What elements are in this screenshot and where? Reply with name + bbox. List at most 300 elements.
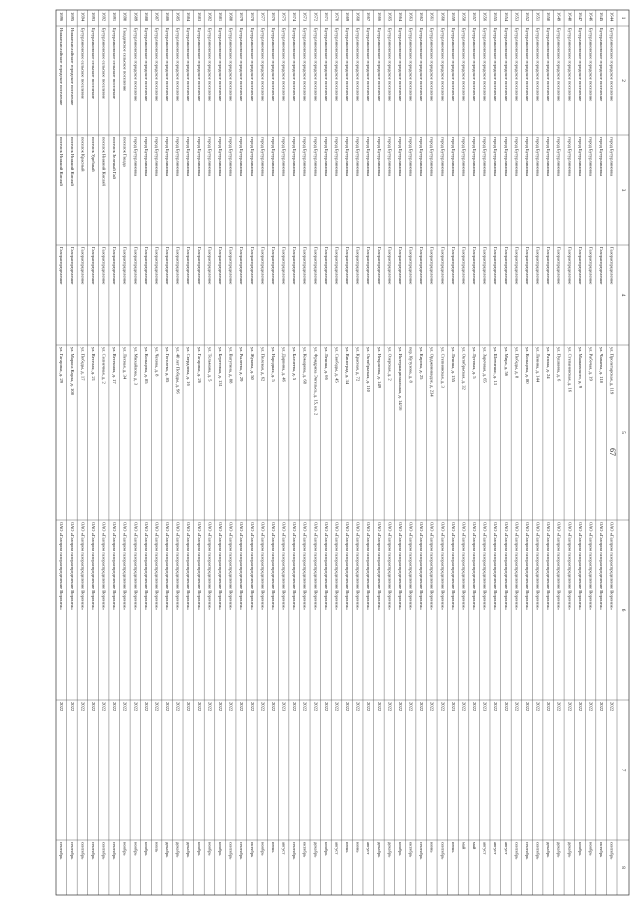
table-cell: Бутурлиновское городское поселение (387, 28, 393, 102)
table-cell: город Бутурлиновка (260, 137, 266, 177)
table-cell: ОАО «Газпром газораспределение Воронеж» (249, 522, 255, 611)
table-cell: Газораспределение (376, 247, 382, 285)
table-cell: город Бутурлиновка (429, 137, 435, 177)
table-cell: город Бутурлиновка (419, 137, 425, 177)
table-cell: сентябрь (112, 842, 118, 860)
table-cell: ОАО «Газпром газораспределение Воронеж» (524, 522, 530, 611)
table-cell: 1684 (186, 12, 192, 22)
table-cell: город Бутурлиновка (228, 137, 234, 177)
table-cell: 2022 (133, 702, 139, 712)
table-cell: 2022 (609, 702, 615, 712)
table-cell: Бутурлиновское городское поселение (567, 28, 573, 102)
table-cell: город Бутурлиновка (292, 137, 298, 177)
table-cell: Газораспределение (186, 247, 192, 285)
table-cell: ул. Красная, д. 72 (355, 347, 361, 382)
table-cell: ул. Свободы, д. 45 (334, 347, 340, 383)
table-cell: ОАО «Газпром газораспределение Воронеж» (154, 522, 160, 611)
table-cell: 1673 (302, 12, 308, 22)
table-cell: 1657 (472, 12, 478, 22)
table-cell: 2022 (535, 702, 541, 712)
table-cell: август (334, 842, 340, 855)
table-cell: ОАО «Газпром газораспределение Воронеж» (302, 522, 308, 611)
table-cell: 1689 (133, 12, 139, 22)
table-cell: 2022 (429, 702, 435, 712)
table-cell: Бутурлиновское городское поселение (218, 28, 224, 102)
table-cell: ОАО «Газпром газораспределение Воронеж» (461, 522, 467, 611)
table-cell: ноябрь (122, 842, 128, 856)
table-cell: ОАО «Газпром газораспределение Воронеж» (387, 522, 393, 611)
table-cell: город Бутурлиновка (366, 137, 372, 177)
table-cell: июль (154, 842, 160, 853)
table-cell: Газораспределение (503, 247, 509, 285)
table-cell: ул. Октябрьская, д. 32 (461, 347, 467, 390)
table-cell: 1665 (387, 12, 393, 22)
table-cell: Газораспределение (69, 247, 75, 285)
page-number: 67 (608, 448, 617, 456)
table-cell: ОАО «Газпром газораспределение Воронеж» (556, 522, 562, 611)
table-cell: 2022 (239, 702, 245, 712)
table-cell: Бутурлиновское городское поселение (260, 28, 266, 102)
table-cell: ул. Гагарина, д. 26 (196, 347, 202, 383)
table-cell: ул. Гоголева, д. 85 (165, 347, 171, 383)
table-cell: Бутурлиновское городское поселение (366, 28, 372, 102)
table-cell: ОАО «Газпром газораспределение Воронеж» (270, 522, 276, 611)
table-cell: 2022 (461, 702, 467, 712)
table-cell: ул. Кольцова, д. 80 (524, 347, 530, 384)
table-cell: ноябрь (133, 842, 139, 856)
table-cell: город Бутурлиновка (546, 137, 552, 177)
table-cell: город Бутурлиновка (493, 137, 499, 177)
table-cell: ОАО «Газпром газораспределение Воронеж» (493, 522, 499, 611)
table-cell: город Бутурлиновка (599, 137, 605, 177)
table-cell: 2022 (270, 702, 276, 712)
table-cell: 2022 (122, 702, 128, 712)
table-cell: 1645 (599, 12, 605, 22)
table-cell: 1655 (493, 12, 499, 22)
table-cell: ОАО «Газпром газораспределение Воронеж» (599, 522, 605, 611)
table-cell: Газораспределение (599, 247, 605, 285)
table-cell: 2022 (408, 702, 414, 712)
table-cell: город Бутурлиновка (270, 137, 276, 177)
table-cell: декабрь (186, 842, 192, 858)
table-cell: город Бутурлиновка (133, 137, 139, 177)
table-cell: ОАО «Газпром газораспределение Воронеж» (165, 522, 171, 611)
table-cell: Бутурлиновское городское поселение (292, 28, 298, 102)
table-cell: Газораспределение (345, 247, 351, 285)
table-cell: Газораспределение (218, 247, 224, 285)
table-cell: сентябрь (228, 842, 234, 860)
table-cell: 2022 (599, 702, 605, 712)
table-cell: октябрь (599, 842, 605, 858)
table-cell: август (482, 842, 488, 855)
table-cell: ОАО «Газпром газораспределение Воронеж» (69, 522, 75, 611)
table-cell: декабрь (387, 842, 393, 858)
table-cell: ул. Фридриха Энгельса, д. 15, кв. 2 (313, 347, 319, 416)
table-cell: город Бутурлиновка (535, 137, 541, 177)
table-cell: ул. Маркса Карла, д. 108 (69, 347, 75, 395)
table-cell: Бутурлиновское городское поселение (450, 28, 456, 102)
table-cell: 2022 (376, 702, 382, 712)
table-cell: 2022 (472, 702, 478, 712)
table-cell: Бутурлиновское городское поселение (313, 28, 319, 102)
table-cell: октябрь (302, 842, 308, 858)
table-cell: 1669 (345, 12, 351, 22)
table-cell: 2023 (281, 702, 287, 712)
table-cell: Бутурлиновское городское поселение (493, 28, 499, 102)
table-cell: ул. Ватутина, д. 88 (228, 347, 234, 384)
table-cell: город Бутурлиновка (186, 137, 192, 177)
table-cell: 2022 (292, 702, 298, 712)
table-cell: Газораспределение (387, 247, 393, 285)
table-cell: Газораспределение (514, 247, 520, 285)
table-cell: ул. Жукова, д. 50 (249, 347, 255, 380)
table-cell: город Бутурлиновка (345, 137, 351, 177)
table-cell: Бутурлиновское городское поселение (429, 28, 435, 102)
table-cell: декабрь (546, 842, 552, 858)
table-cell: поселок Нижний Кисляй (101, 137, 107, 186)
table-cell: Газораспределение (567, 247, 573, 285)
table-cell: город Бутурлиновка (503, 137, 509, 177)
table-cell: 1654 (503, 12, 509, 22)
table-cell: июнь (429, 842, 435, 853)
table-cell: октябрь (249, 842, 255, 858)
table-cell: ул. Свердлова, д. 16 (186, 347, 192, 386)
table-cell: ОАО «Газпром газораспределение Воронеж» (101, 522, 107, 611)
table-cell: город Бутурлиновка (355, 137, 361, 177)
table-cell: июнь (345, 842, 351, 853)
table-cell: город Бутурлиновка (472, 137, 478, 177)
table-cell: 2022 (577, 702, 583, 712)
table-cell: ул. Победы, д. 17 (80, 347, 86, 381)
table-cell: ул. Кольцова, д. 85 (143, 347, 149, 384)
table-cell: ОАО «Газпром газораспределение Воронеж» (313, 522, 319, 611)
table-cell: 1660 (440, 12, 446, 22)
table-cell: 2022 (493, 702, 499, 712)
table-cell: 1658 (461, 12, 467, 22)
table-cell: Газораспределение (292, 247, 298, 285)
table-cell: город Бутурлиновка (609, 137, 615, 177)
table-cell: Бутурлиновское городское поселение (302, 28, 308, 102)
table-cell: ОАО «Газпром газораспределение Воронеж» (567, 522, 573, 611)
column-header: 4 (619, 293, 626, 297)
table-cell: Газораспределение (90, 247, 96, 285)
table-cell: 2022 (302, 702, 308, 712)
table-cell: ОАО «Газпром газораспределение Воронеж» (260, 522, 266, 611)
table-cell: 1683 (196, 12, 202, 22)
table-cell: Бутурлиновское городское поселение (577, 28, 583, 102)
table-cell: ОАО «Газпром газораспределение Воронеж» (588, 522, 594, 611)
table-cell: Бутурлиновское сельское поселение (80, 28, 86, 99)
table-cell: 2022 (207, 702, 213, 712)
table-cell: сентябрь (292, 842, 298, 860)
table-cell: Нижнекисляйское городское поселение (59, 28, 65, 106)
table-cell: ул. Степнянская, д. 3 (440, 347, 446, 388)
table-cell: 1695 (69, 12, 75, 22)
table-cell: август (493, 842, 499, 855)
table-cell: Бутурлиновское городское поселение (270, 28, 276, 102)
table-cell: 2022 (397, 702, 403, 712)
table-cell: Газораспределение (408, 247, 414, 285)
table-cell: ул. Интернациональная, д. 14/16 (397, 347, 403, 411)
table-cell: пер. Кутузова, д. 8 (408, 347, 414, 383)
table-cell: 2022 (228, 702, 234, 712)
table-cell: ОАО «Газпром газораспределение Воронеж» (577, 522, 583, 611)
table-cell: город Бутурлиновка (387, 137, 393, 177)
table-cell: Бутурлиновское городское поселение (196, 28, 202, 102)
table-cell: Газораспределение (461, 247, 467, 285)
table-cell: Бутурлиновское сельское поселение (90, 28, 96, 99)
table-cell: город Бутурлиновка (397, 137, 403, 177)
table-cell: Газораспределение (165, 247, 171, 285)
table-cell: ноябрь (323, 842, 329, 856)
table-cell: декабрь (165, 842, 171, 858)
table-cell: 2022 (440, 702, 446, 712)
table-cell: город Бутурлиновка (218, 137, 224, 177)
table-cell: сентябрь (59, 842, 65, 860)
table-cell: 2022 (90, 702, 96, 712)
table-cell: Газораспределение (196, 247, 202, 285)
table-cell: Газораспределение (450, 247, 456, 285)
table-cell: город Бутурлиновка (143, 137, 149, 177)
table-cell: поселок Гвазда (122, 137, 128, 167)
table-cell: 1676 (270, 12, 276, 22)
table-cell: ОАО «Газпром газораспределение Воронеж» (143, 522, 149, 611)
table-cell: август (281, 842, 287, 855)
table-cell: 1666 (376, 12, 382, 22)
table-cell: 2022 (196, 702, 202, 712)
table-cell: 1688 (143, 12, 149, 22)
table-cell: 2022 (366, 702, 372, 712)
table-cell: Газораспределение (556, 247, 562, 285)
table-cell: ул. Луговая, д. 5 (472, 347, 478, 379)
table-cell: Бутурлиновское городское поселение (599, 28, 605, 102)
table-cell: ОАО «Газпром газораспределение Воронеж» (366, 522, 372, 611)
table-cell: ноябрь (143, 842, 149, 856)
table-cell: ноябрь (397, 842, 403, 856)
table-cell: ОАО «Газпром газораспределение Воронеж» (323, 522, 329, 611)
table-cell: сентябрь (90, 842, 96, 860)
table-cell: 2022 (143, 702, 149, 712)
table-cell: 1650 (546, 12, 552, 22)
table-cell: Газораспределение (588, 247, 594, 285)
table-cell: 2022 (419, 702, 425, 712)
table-cell: Бутурлиновское городское поселение (514, 28, 520, 102)
table-cell: ул. Рылеева, д. 29 (239, 347, 245, 382)
table-cell: 2022 (503, 702, 509, 712)
table-cell: Газораспределение (101, 247, 107, 285)
table-cell: Бутурлиновское городское поселение (186, 28, 192, 102)
table-cell: Газораспределение (302, 247, 308, 285)
table-cell: 1664 (397, 12, 403, 22)
table-cell: сентябрь (524, 842, 530, 860)
table-cell: поселок Нижний Кисляй (59, 137, 65, 186)
table-cell: Бутурлиновское сельское поселение (112, 28, 118, 99)
table-cell: поселок Красный (80, 137, 86, 172)
table-cell: 2022 (154, 702, 160, 712)
table-cell: ул. Чапаева, д. 118 (599, 347, 605, 383)
table-cell: Бутурлиновское городское поселение (334, 28, 340, 102)
table-cell: ноябрь (218, 842, 224, 856)
table-cell: город Бутурлиновка (524, 137, 530, 177)
table-cell: поселок Удобный (90, 137, 96, 172)
column-header: 3 (619, 188, 626, 192)
table-cell: 2022 (69, 702, 75, 712)
table-cell: 1679 (239, 12, 245, 22)
table-cell: 1648 (567, 12, 573, 22)
table-cell: ОАО «Газпром газораспределение Воронеж» (419, 522, 425, 611)
table-cell: Газораспределение (133, 247, 139, 285)
table-cell: Бутурлиновское городское поселение (345, 28, 351, 102)
table-cell: Газораспределение (366, 247, 372, 285)
table-cell: Гвазденское сельское поселение (122, 28, 128, 92)
table-cell: город Бутурлиновка (334, 137, 340, 177)
table-cell: 1675 (281, 12, 287, 22)
table-cell: ОАО «Газпром газораспределение Воронеж» (482, 522, 488, 611)
table-cell: Бутурлиновское городское поселение (440, 28, 446, 102)
table-cell: ноябрь (577, 842, 583, 856)
table-cell: сентябрь (440, 842, 446, 860)
table-cell: ул. 40 лет Победы, д. 96 (175, 347, 181, 394)
table-cell: 1670 (334, 12, 340, 22)
table-cell: декабрь (313, 842, 319, 858)
table-cell: Газораспределение (323, 247, 329, 285)
table-cell: Бутурлиновское городское поселение (482, 28, 488, 102)
table-cell: ул. Орджоникидзе, д. 234 (429, 347, 435, 397)
table-cell: ул. Мира, д. 56 (503, 347, 509, 377)
table-cell: ноябрь (588, 842, 594, 856)
table-cell: город Бутурлиновка (514, 137, 520, 177)
table-cell: Газораспределение (112, 247, 118, 285)
table-cell: Бутурлиновское городское поселение (355, 28, 361, 102)
table-cell: ноябрь (196, 842, 202, 856)
table-cell: 1681 (218, 12, 224, 22)
table-cell: 1663 (408, 12, 414, 22)
table-cell: 1678 (249, 12, 255, 22)
table-cell: ул. Рабочая, д. 19 (588, 347, 594, 381)
table-cell: 1677 (260, 12, 266, 22)
table-cell: Газораспределение (249, 247, 255, 285)
table-cell: ул. Бахчеева, д. 5 (292, 347, 298, 381)
table-cell: Газораспределение (355, 247, 361, 285)
table-cell: ОАО «Газпром газораспределение Воронеж» (59, 522, 65, 611)
table-cell: сентябрь (69, 842, 75, 860)
table-cell: город Бутурлиновка (440, 137, 446, 177)
column-header: 5 (619, 431, 626, 434)
table-cell: 1656 (482, 12, 488, 22)
table-cell: 1691 (112, 12, 118, 22)
table-cell: 1667 (366, 12, 372, 22)
table-cell: 1651 (535, 12, 541, 22)
table-cell: ул. Степановская, д. 16 (567, 347, 573, 393)
table-cell: Бутурлиновское городское поселение (609, 28, 615, 102)
table-cell: 1647 (577, 12, 583, 22)
table-cell: Газораспределение (207, 247, 213, 285)
table-cell: город Бутурлиновка (175, 137, 181, 177)
table-cell: 1652 (524, 12, 530, 22)
table-cell: 2022 (249, 702, 255, 712)
table-cell: город Бутурлиновка (165, 137, 171, 177)
table-cell: май (461, 842, 467, 850)
table-cell: 2022 (524, 702, 530, 712)
table-cell: ул. Весенняя, д. 17 (112, 347, 118, 384)
table-cell: город Бутурлиновка (313, 137, 319, 177)
table-cell: ул. Ленина, д. 66 (323, 347, 329, 380)
table-cell: 2022 (345, 702, 351, 712)
table-cell: ул. Ленина, д. 155 (450, 347, 456, 383)
table-cell: Бутурлиновское сельское поселение (101, 28, 107, 99)
table-cell: ул. Полевая, д. 62 (260, 347, 266, 382)
table-cell: ОАО «Газпром газораспределение Воронеж» (112, 522, 118, 611)
table-cell: Газораспределение (577, 247, 583, 285)
table-cell: ОАО «Газпром газораспределение Воронеж» (408, 522, 414, 611)
table-cell: 2022 (101, 702, 107, 712)
column-header: 8 (619, 866, 626, 869)
table-cell: Газораспределение (313, 247, 319, 285)
table-cell: 2022 (546, 702, 552, 712)
table-cell: Газораспределение (281, 247, 287, 285)
table-cell: 1649 (556, 12, 562, 22)
table-cell: 1692 (101, 12, 107, 22)
table-cell: ОАО «Газпром газораспределение Воронеж» (503, 522, 509, 611)
table-cell: Бутурлиновское городское поселение (175, 28, 181, 102)
table-cell: ул. Некрасова, д. 149 (376, 347, 382, 388)
table-cell: город Бутурлиновка (376, 137, 382, 177)
table-cell: ул. Шевченко, д. 13 (493, 347, 499, 385)
table-cell: Газораспределение (260, 247, 266, 285)
table-cell: 1696 (59, 12, 65, 22)
table-cell: Бутурлиновское городское поселение (556, 28, 562, 102)
table-cell: ул. Пушкина, д. 6 (556, 347, 562, 382)
table-cell: ул. Маяковского, д. 9 (577, 347, 583, 388)
table-cell: ул. Гагарина, д. 29 (59, 347, 65, 383)
table-cell: 1686 (165, 12, 171, 22)
table-cell: ОАО «Газпром газораспределение Воронеж» (345, 522, 351, 611)
table-cell: ОАО «Газпром газораспределение Воронеж» (440, 522, 446, 611)
table-cell: ОАО «Газпром газораспределение Воронеж» (122, 522, 128, 611)
table-cell: ул. Дарвина, д. 46 (281, 347, 287, 382)
table-cell: город Бутурлиновка (281, 137, 287, 177)
table-cell: ОАО «Газпром газораспределение Воронеж» (292, 522, 298, 611)
table-cell: Газораспределение (419, 247, 425, 285)
table-cell: ОАО «Газпром газораспределение Воронеж» (535, 522, 541, 611)
table-cell: 1661 (429, 12, 435, 22)
table-cell: 1644 (609, 12, 615, 22)
table-cell: ул. Октябрьская, д. 110 (366, 347, 372, 392)
table-cell: город Бутурлиновка (196, 137, 202, 177)
table-cell: ОАО «Газпром газораспределение Воронеж» (281, 522, 287, 611)
table-cell: Бутурлиновское городское поселение (228, 28, 234, 102)
table-cell: ОАО «Газпром газораспределение Воронеж» (376, 522, 382, 611)
table-cell: ОАО «Газпром газораспределение Воронеж» (80, 522, 86, 611)
table-cell: ОАО «Газпром газораспределение Воронеж» (133, 522, 139, 611)
table-cell: город Бутурлиновка (588, 137, 594, 177)
table-cell: Газораспределение (429, 247, 435, 285)
table-cell: 2022 (112, 702, 118, 712)
table-cell: ОАО «Газпром газораспределение Воронеж» (429, 522, 435, 611)
table-cell: Бутурлиновское городское поселение (165, 28, 171, 102)
table-cell: май (472, 842, 478, 850)
table-cell: ОАО «Газпром газораспределение Воронеж» (546, 522, 552, 611)
table-cell: 2022 (514, 702, 520, 712)
table-cell: Бутурлиновское городское поселение (503, 28, 509, 102)
table-cell: Бутурлиновское городское поселение (588, 28, 594, 102)
table-cell: город Бутурлиновка (461, 137, 467, 177)
table-cell: Бутурлиновское городское поселение (408, 28, 414, 102)
table-cell: 1694 (80, 12, 86, 22)
table-cell: Газораспределение (175, 247, 181, 285)
table-cell: Газораспределение (143, 247, 149, 285)
table-cell: 1671 (323, 12, 329, 22)
